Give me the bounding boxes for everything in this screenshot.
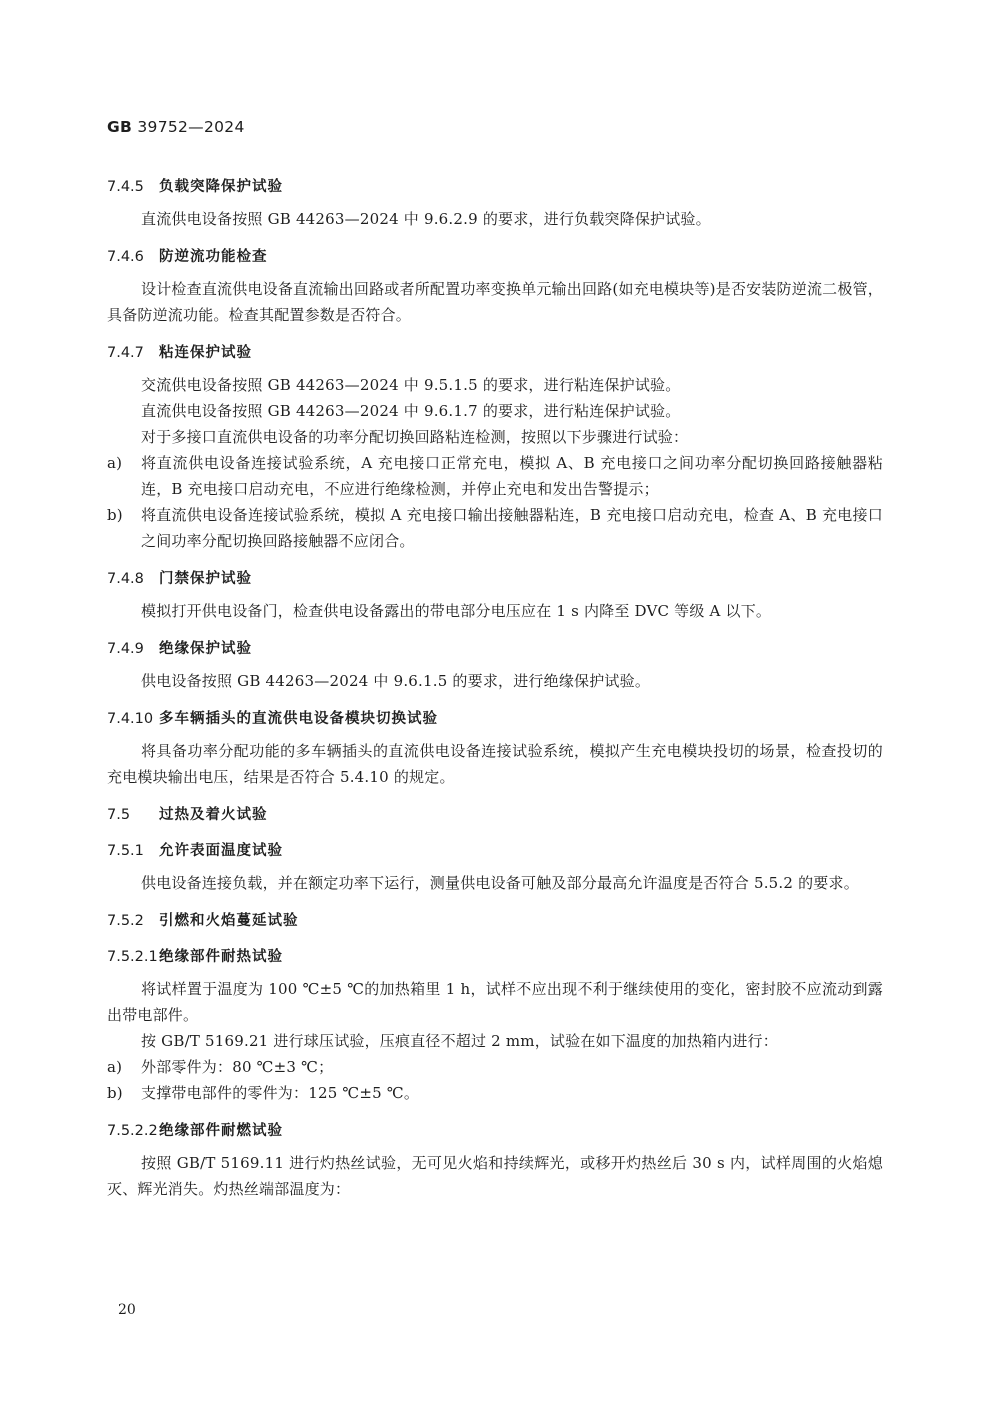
paragraph: 供电设备按照 GB 44263—2024 中 9.6.1.5 的要求，进行绝缘保护试验。 bbox=[141, 672, 651, 690]
list-item bbox=[107, 1080, 883, 1106]
section-heading bbox=[107, 568, 883, 590]
paragraph: 按照 GB/T 5169.11 进行灼热丝试验，无可见火焰和持续辉光，或移开灼热丝后 30 s 内，试样周围的火焰熄灭、辉光消失。灼热丝端部温度为： bbox=[107, 1154, 883, 1198]
list-marker: a) bbox=[107, 454, 123, 472]
standard-prefix: GB bbox=[107, 118, 133, 136]
section-number: 7.5.1 bbox=[107, 843, 144, 859]
section-number: 7.4.7 bbox=[107, 345, 144, 361]
section-heading bbox=[107, 342, 883, 364]
paragraph: 直流供电设备按照 GB 44263—2024 中 9.6.2.9 的要求，进行负载突降保护试验。 bbox=[141, 210, 711, 228]
list-marker: b) bbox=[107, 506, 123, 524]
section-title: 多车辆插头的直流供电设备模块切换试验 bbox=[159, 711, 438, 727]
section-number: 7.5 bbox=[107, 807, 131, 823]
section-7-4-10 bbox=[107, 708, 883, 804]
document-body bbox=[107, 176, 883, 1216]
list-marker: b) bbox=[107, 1084, 123, 1102]
page-number: 20 bbox=[118, 1302, 136, 1318]
section-title: 负载突降保护试验 bbox=[159, 179, 283, 195]
list-text: 将直流供电设备连接试验系统，A 充电接口正常充电，模拟 A、B 充电接口之间功率分配切换回路接触器粘连，B 充电接口启动充电，不应进行绝缘检测，并停止充电和发出告警提示； bbox=[141, 454, 883, 498]
section-heading bbox=[107, 1120, 883, 1142]
section-number: 7.4.5 bbox=[107, 179, 144, 195]
list-item bbox=[107, 450, 883, 502]
section-title: 引燃和火焰蔓延试验 bbox=[159, 913, 299, 929]
section-heading bbox=[107, 708, 883, 730]
paragraph: 直流供电设备按照 GB 44263—2024 中 9.6.1.7 的要求，进行粘连保护试验。 bbox=[141, 402, 681, 420]
section-heading bbox=[107, 246, 883, 268]
section-title: 绝缘保护试验 bbox=[159, 641, 252, 657]
section-7-4-7 bbox=[107, 342, 883, 568]
paragraph: 对于多接口直流供电设备的功率分配切换回路粘连检测，按照以下步骤进行试验： bbox=[141, 428, 689, 446]
section-number: 7.4.6 bbox=[107, 249, 144, 265]
list-text: 外部零件为：80 ℃±3 ℃； bbox=[141, 1058, 334, 1076]
paragraph: 交流供电设备按照 GB 44263—2024 中 9.5.1.5 的要求，进行粘连保护试验。 bbox=[141, 376, 681, 394]
section-title: 过热及着火试验 bbox=[159, 807, 268, 823]
list-item bbox=[107, 1054, 883, 1080]
paragraph: 供电设备连接负载，并在额定功率下运行，测量供电设备可触及部分最高允许温度是否符合 5.5.2 的要求。 bbox=[141, 874, 859, 892]
section-7-5-2-1 bbox=[107, 946, 883, 1120]
section-7-5 bbox=[107, 804, 883, 840]
section-title: 粘连保护试验 bbox=[159, 345, 252, 361]
section-heading bbox=[107, 804, 883, 826]
section-heading bbox=[107, 910, 883, 932]
section-number: 7.5.2.1 bbox=[107, 949, 158, 965]
list-marker: a) bbox=[107, 1058, 123, 1076]
standard-number: 39752—2024 bbox=[137, 118, 245, 136]
list-text: 将直流供电设备连接试验系统，模拟 A 充电接口输出接触器粘连，B 充电接口启动充电，检查 A、B 充电接口之间功率分配切换回路接触器不应闭合。 bbox=[141, 506, 883, 550]
section-7-4-8 bbox=[107, 568, 883, 638]
section-heading bbox=[107, 176, 883, 198]
paragraph: 按 GB/T 5169.21 进行球压试验，压痕直径不超过 2 mm，试验在如下温度的加热箱内进行： bbox=[141, 1032, 778, 1050]
section-heading bbox=[107, 840, 883, 862]
section-7-4-9 bbox=[107, 638, 883, 708]
paragraph: 将具备功率分配功能的多车辆插头的直流供电设备连接试验系统，模拟产生充电模块投切的场景，检查投切的充电模块输出电压，结果是否符合 5.4.10 的规定。 bbox=[107, 742, 883, 786]
section-7-5-2-2 bbox=[107, 1120, 883, 1216]
paragraph: 将试样置于温度为 100 ℃±5 ℃的加热箱里 1 h，试样不应出现不利于继续使用的变化，密封胶不应流动到露出带电部件。 bbox=[107, 980, 883, 1024]
section-title: 防逆流功能检查 bbox=[159, 249, 268, 265]
list-item bbox=[107, 502, 883, 554]
section-7-4-6 bbox=[107, 246, 883, 342]
section-7-5-1 bbox=[107, 840, 883, 910]
list-text: 支撑带电部件的零件为：125 ℃±5 ℃。 bbox=[141, 1084, 420, 1102]
section-7-4-5 bbox=[107, 176, 883, 246]
section-number: 7.4.9 bbox=[107, 641, 144, 657]
standard-code bbox=[107, 118, 245, 136]
section-number: 7.4.8 bbox=[107, 571, 144, 587]
paragraph: 设计检查直流供电设备直流输出回路或者所配置功率变换单元输出回路(如充电模块等)是否安装防逆流二极管，具备防逆流功能。检查其配置参数是否符合。 bbox=[107, 280, 883, 324]
section-7-5-2 bbox=[107, 910, 883, 946]
section-number: 7.5.2 bbox=[107, 913, 144, 929]
section-heading bbox=[107, 946, 883, 968]
section-title: 门禁保护试验 bbox=[159, 571, 252, 587]
section-number: 7.4.10 bbox=[107, 711, 154, 727]
section-title: 绝缘部件耐热试验 bbox=[159, 949, 283, 965]
paragraph: 模拟打开供电设备门，检查供电设备露出的带电部分电压应在 1 s 内降至 DVC 等级 A 以下。 bbox=[141, 602, 772, 620]
section-heading bbox=[107, 638, 883, 660]
section-number: 7.5.2.2 bbox=[107, 1123, 158, 1139]
section-title: 允许表面温度试验 bbox=[159, 843, 283, 859]
section-title: 绝缘部件耐燃试验 bbox=[159, 1123, 283, 1139]
